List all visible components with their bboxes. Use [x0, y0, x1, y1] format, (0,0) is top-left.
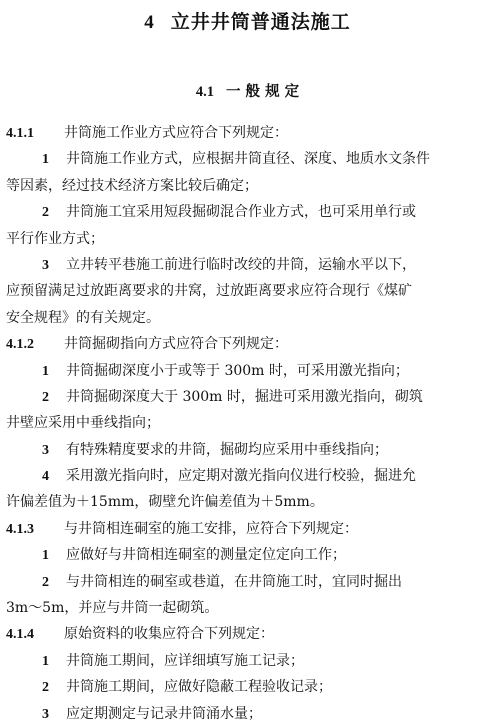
- clause-text: 井筒施工作业方式应符合下列规定：: [64, 125, 288, 141]
- clause-text: 原始资料的收集应符合下列规定：: [64, 626, 274, 643]
- list-item-continuation: [0, 489, 495, 515]
- section-title: 一 般 规 定: [225, 83, 300, 100]
- item-text: 应做好与井筒相连硐室的测量定位定向工作；: [66, 547, 346, 564]
- list-item-continuation: [0, 278, 495, 304]
- list-item: [0, 252, 495, 278]
- item-number: 2: [42, 389, 49, 405]
- item-text: 许偏差值为＋15mm，砌壁允许偏差值为＋5mm。: [6, 494, 324, 511]
- item-number: 2: [42, 205, 49, 221]
- list-item: [0, 199, 495, 225]
- clause-text: 井筒掘砌指向方式应符合下列规定：: [64, 336, 288, 353]
- clause-number: 4.1.4: [6, 627, 34, 643]
- item-number: 3: [42, 442, 49, 458]
- clause-number: 4.1.3: [6, 521, 34, 537]
- list-item-continuation: [0, 305, 495, 331]
- list-item: [0, 674, 495, 700]
- item-number: 1: [42, 653, 49, 669]
- item-text: 应定期测定与记录井筒涌水量；: [66, 705, 262, 722]
- list-item: [0, 701, 495, 727]
- clause-number: 4.1.1: [6, 126, 34, 141]
- list-item-continuation: [0, 595, 495, 621]
- item-text: 井筒施工宜采用短段掘砌混合作业方式，也可采用单行或: [66, 204, 416, 221]
- item-text: 采用激光指向时，应定期对激光指向仪进行校验，掘进允: [66, 468, 416, 485]
- list-item: [0, 358, 495, 384]
- item-number: 1: [42, 152, 49, 168]
- item-text: 井筒施工作业方式，应根据井筒直径、深度、地质水文条件: [66, 151, 430, 168]
- item-text: 井筒施工期间，应详细填写施工记录；: [66, 652, 304, 669]
- list-item: [0, 542, 495, 568]
- item-text: 等因素，经过技术经济方案比较后确定；: [6, 177, 258, 194]
- list-item-continuation: [0, 226, 495, 252]
- section-number: 4.1: [195, 84, 214, 100]
- item-number: 3: [42, 257, 49, 273]
- clause-heading: [0, 516, 495, 542]
- clause-heading: [0, 621, 495, 647]
- list-item: [0, 463, 495, 489]
- chapter-heading: [0, 7, 495, 34]
- item-text: 3m～5m，并应与井筒一起砌筑。: [6, 600, 219, 617]
- chapter-number: 4: [144, 12, 155, 33]
- list-item-continuation: [0, 410, 495, 436]
- list-item: [0, 146, 495, 172]
- section-heading: [0, 80, 495, 101]
- clause-heading: [0, 120, 495, 146]
- item-text: 井筒掘砌深度大于 300m 时，掘进可采用激光指向，砌筑: [66, 388, 423, 405]
- item-text: 井筒掘砌深度小于或等于 300m 时，可采用激光指向；: [66, 362, 409, 379]
- item-number: 1: [42, 363, 49, 379]
- document-body: [0, 120, 495, 727]
- item-number: 3: [42, 706, 49, 722]
- chapter-title: 立井井筒普通法施工: [170, 11, 351, 33]
- list-item: [0, 384, 495, 410]
- item-text: 有特殊精度要求的井筒，掘砌均应采用中垂线指向；: [66, 441, 388, 458]
- item-text: 井筒施工期间，应做好隐蔽工程验收记录；: [66, 679, 332, 696]
- clause-number: 4.1.2: [6, 337, 34, 353]
- list-item-continuation: [0, 173, 495, 199]
- item-number: 2: [42, 680, 49, 696]
- list-item: [0, 569, 495, 595]
- clause-text: 与井筒相连硐室的施工安排，应符合下列规定：: [64, 520, 358, 537]
- item-number: 1: [42, 548, 49, 564]
- item-text: 平行作业方式；: [6, 230, 104, 247]
- item-text: 井壁应采用中垂线指向；: [6, 415, 160, 432]
- item-text: 应预留满足过放距离要求的井窝，过放距离要求应符合现行《煤矿: [6, 283, 412, 300]
- item-text: 安全规程》的有关规定。: [6, 309, 160, 326]
- item-text: 与井筒相连的硐室或巷道，在井筒施工时，宜同时掘出: [66, 573, 402, 590]
- clause-heading: [0, 331, 495, 357]
- list-item: [0, 437, 495, 463]
- list-item: [0, 648, 495, 674]
- item-number: 4: [42, 469, 49, 485]
- item-text: 立井转平巷施工前进行临时改绞的井筒，运输水平以下，: [66, 256, 416, 273]
- item-number: 2: [42, 574, 49, 590]
